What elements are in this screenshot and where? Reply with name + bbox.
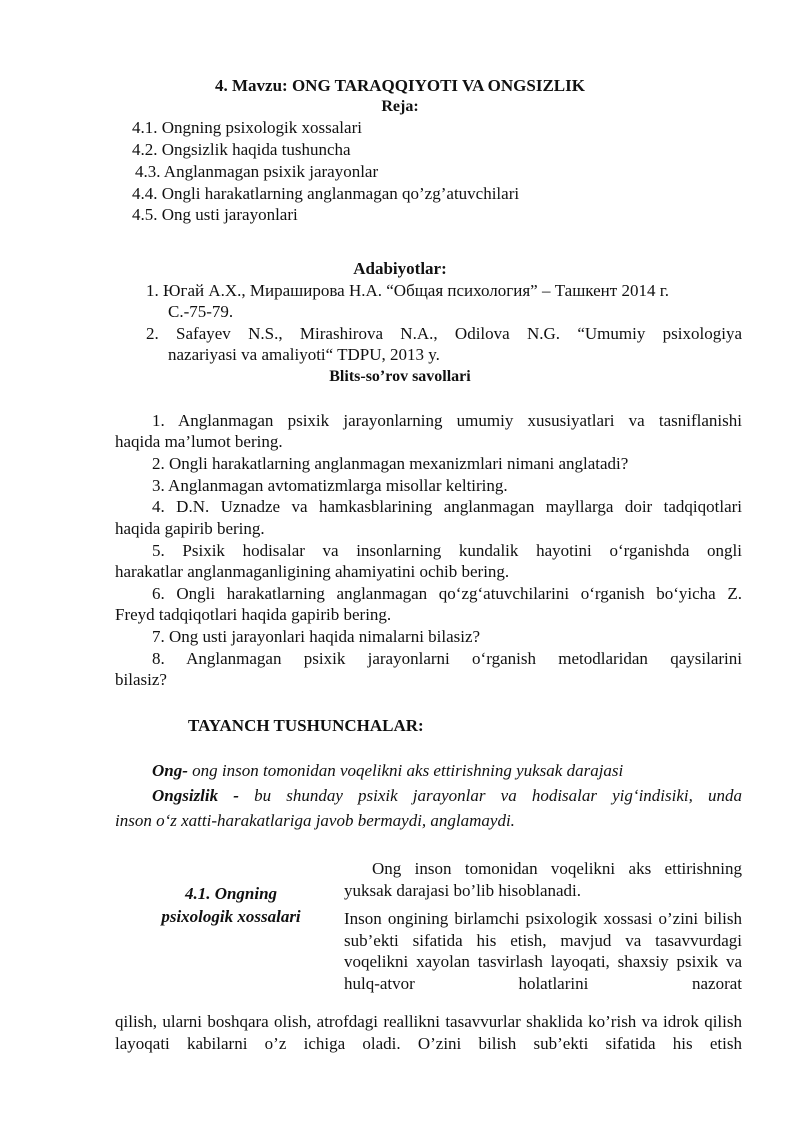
question-2: 2. Ongli harakatlarning anglanmagan mexanizmlari nimani anglatadi? [152, 454, 629, 473]
question-7: 7. Ong usti jarayonlari haqida nimalarni bilasiz? [152, 627, 481, 646]
question-4: 4. D.N. Uznadze va hamkasblarining anglanmagan mayllarga doir tadqiqotlari [152, 497, 742, 516]
question-6: 6. Ongli harakatlarning anglanmagan qo‘zg‘atuvchilarini o‘rganish bo‘yicha Z. [152, 584, 742, 603]
plan-heading: Reja: [381, 98, 419, 115]
question-3: 3. Anglanmagan avtomatizmlarga misollar keltiring. [152, 476, 508, 495]
question-1: 1. Anglanmagan psixik jarayonlarning umumiy xususiyatlari va tasniflanishi [152, 411, 742, 430]
blits-heading: Blits-so’rov savollari [329, 368, 471, 385]
plan-item-1: 4.1. Ongning psixologik xossalari [132, 118, 362, 137]
question-6-cont: Freyd tadqiqotlari haqida gapirib bering. [115, 605, 392, 624]
plan-item-2: 4.2. Ongsizlik haqida tushuncha [132, 140, 351, 159]
plan-item-5: 4.5. Ong usti jarayonlari [132, 205, 298, 224]
concepts-heading: TAYANCH TUSHUNCHALAR: [188, 716, 424, 735]
question-5-cont: harakatlar anglanmaganligining ahamiyatini ochib bering. [115, 562, 510, 581]
question-5: 5. Psixik hodisalar va insonlarning kundalik hayotini o‘rganishda ongli [152, 541, 742, 560]
page-title: 4. Mavzu: ONG TARAQQIYOTI VA ONGSIZLIK [215, 76, 585, 95]
plan-item-3: 4.3. Anglanmagan psixik jarayonlar [135, 162, 379, 181]
section-paragraph-2: Inson ongining birlamchi psixologik xossasi o’zini bilish sub’ekti sifatida his etish, mavjud va tasavvurdagi voqelikni xayolan tasvirlash layoqati, shaxsiy psixik va hulq-atvor holatlarini nazorat [344, 909, 742, 993]
section-paragraph-1: Ong inson tomonidan voqelikni aks ettirishning yuksak darajasi bo’lib hisoblanadi. [344, 859, 742, 900]
question-8: 8. Anglanmagan psixik jarayonlarni o‘rganish metodlaridan qaysilarini [152, 649, 742, 668]
literature-item-1: 1. Югай А.Х., Мираширова Н.А. “Общая психология” – Ташкент 2014 г. [146, 281, 670, 300]
section-heading-line-1: 4.1. Ongning [184, 884, 278, 903]
literature-heading: Adabiyotlar: [353, 259, 447, 278]
concept-ongsizlik-cont: inson o‘z xatti-harakatlariga javob bermaydi, anglamaydi. [115, 811, 515, 830]
concept-def-ongsizlik: bu shunday psixik jarayonlar va hodisalar yig‘indisiki, unda [238, 786, 743, 805]
plan-item-4: 4.4. Ongli harakatlarning anglanmagan qo’zg’atuvchilari [132, 184, 520, 203]
section-paragraph-2-cont: qilish, ularni boshqara olish, atrofdagi reallikni tasavvurlar shaklida ko’rish va idrok qilish layoqati kabilarni o’z ichiga oladi. O’zini bilish sub’ekti sifatida his etish [115, 1012, 742, 1053]
concept-ong [152, 761, 623, 781]
concept-term-ong: Ong- [152, 761, 188, 780]
concept-def-ong: ong inson tomonidan voqelikni aks ettirishning yuksak darajasi [187, 761, 624, 780]
question-1-cont: haqida ma’lumot bering. [115, 432, 283, 451]
section-heading-line-2: psixologik xossalari [161, 907, 301, 926]
literature-item-2-cont: nazariyasi va amaliyoti“ TDPU, 2013 y. [168, 345, 440, 364]
question-8-cont: bilasiz? [115, 670, 167, 689]
concept-ongsizlik [152, 786, 742, 806]
literature-item-1-cont: С.-75-79. [168, 302, 234, 321]
question-4-cont: haqida gapirib bering. [115, 519, 265, 538]
concept-term-ongsizlik: Ongsizlik - [152, 786, 239, 805]
literature-item-2: 2. Safayev N.S., Mirashirova N.A., Odilova N.G. “Umumiy psixologiya [146, 324, 742, 343]
